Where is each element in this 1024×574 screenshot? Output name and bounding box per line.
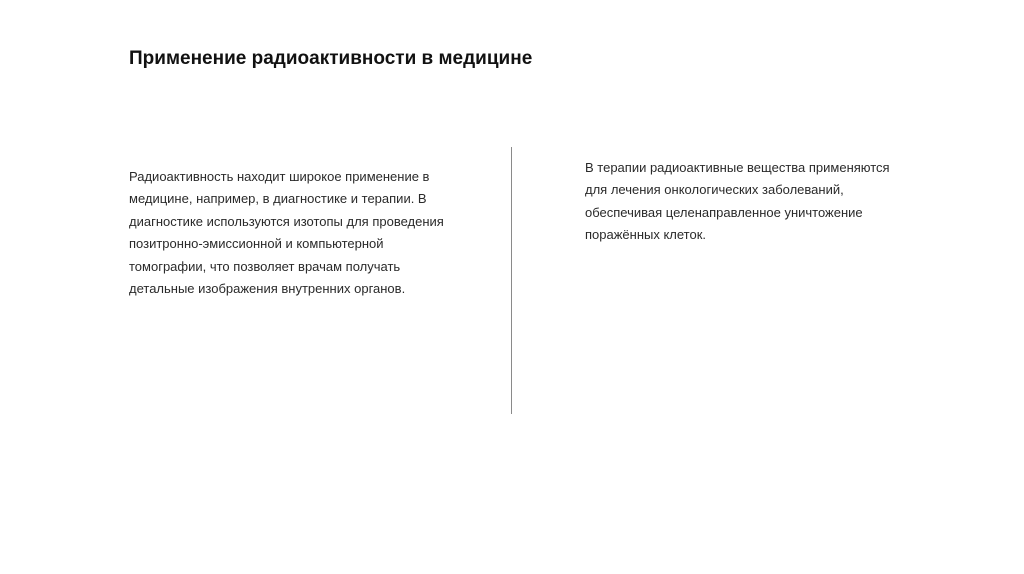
right-column-line: поражённых клеток. (585, 227, 707, 243)
right-column-line: В терапии радиоактивные вещества применяются (585, 160, 890, 175)
column-divider (511, 147, 512, 414)
left-column-text (129, 166, 474, 300)
left-column-line: диагностике используются изотопы для проведения (129, 213, 444, 229)
left-column-line: позитронно-эмиссионной и компьютерной (129, 236, 384, 252)
left-column-line: медицине, например, в диагностике и терапии. В (129, 191, 427, 207)
slide-title: Применение радиоактивности в медицине (129, 48, 533, 69)
right-column-text (585, 157, 930, 247)
left-column-line: детальные изображения внутренних органов. (129, 281, 406, 297)
right-column-line: для лечения онкологических заболеваний, (585, 182, 844, 198)
left-column-line: Радиоактивность находит широкое применение в (129, 169, 430, 184)
left-column-line: томографии, что позволяет врачам получать (129, 258, 401, 274)
right-column-line: обеспечивая целенаправленное уничтожение (585, 204, 863, 220)
